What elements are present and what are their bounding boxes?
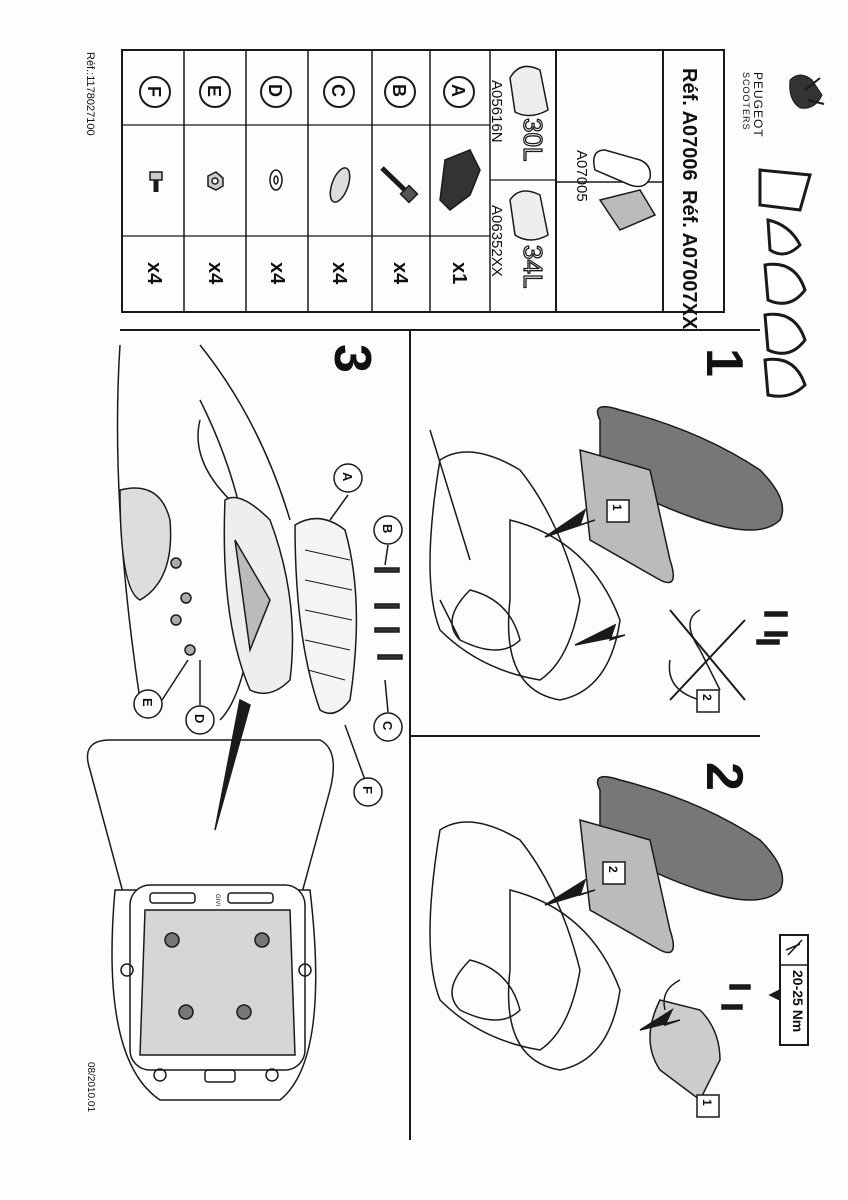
brand-maker-line1: PEUGEOT: [751, 72, 765, 138]
badge-step1-rear: 1: [610, 504, 624, 511]
row-qty-e: x4: [204, 262, 226, 285]
callout-e: E: [140, 698, 155, 707]
badge-step2-rear: 2: [606, 866, 620, 873]
row-qty-a: x1: [448, 262, 470, 285]
row-qty-c: x4: [328, 262, 350, 285]
box-34l-size: 34L: [518, 245, 548, 289]
step2-drawing: [430, 777, 808, 1100]
callout-a: A: [340, 472, 355, 482]
row-letter-e: E: [204, 85, 224, 98]
badge-step2-rack: 1: [700, 1099, 714, 1106]
callout-b: B: [380, 524, 395, 534]
step-2-number: 2: [695, 762, 753, 791]
callout-f: F: [360, 786, 375, 794]
rack-code: A07005: [573, 150, 590, 202]
doc-ref-code: Réf.:1178027100: [84, 52, 96, 136]
callout-d: D: [192, 714, 207, 724]
box-30l-size: 30L: [518, 118, 548, 162]
row-qty-b: x4: [389, 262, 411, 285]
torque-spec: 20-25 Nm: [790, 970, 806, 1033]
badge-step1-rack: 2: [700, 694, 714, 701]
row-qty-d: x4: [266, 262, 288, 285]
row-qty-f: x4: [143, 262, 165, 285]
product-name: [776, 160, 830, 311]
table-letter-circles: [140, 77, 474, 107]
step-1-number: 1: [695, 348, 753, 377]
box-plate-text: GIVI: [214, 894, 220, 907]
box-30l-code: A05616N: [488, 80, 505, 143]
row-letter-c: C: [328, 84, 348, 97]
brand-maker-line2: SCOOTERS: [741, 72, 751, 131]
row-letter-d: D: [265, 84, 285, 97]
row-letter-a: A: [448, 84, 468, 97]
step3-drawing: [88, 345, 403, 1100]
callout-c: C: [380, 721, 395, 731]
row-letter-b: B: [389, 84, 409, 97]
box-34l-code: A06352XX: [488, 205, 505, 277]
peugeot-lion-logo: [790, 75, 824, 108]
ref-34l: Réf. A07007XX: [678, 190, 700, 330]
step1-drawing: [430, 407, 787, 700]
step-3-number: 3: [323, 344, 381, 373]
ref-30l: Réf. A07006: [678, 68, 700, 181]
doc-date-code: 08/2010.01: [85, 1062, 96, 1113]
row-letter-f: F: [144, 86, 164, 97]
